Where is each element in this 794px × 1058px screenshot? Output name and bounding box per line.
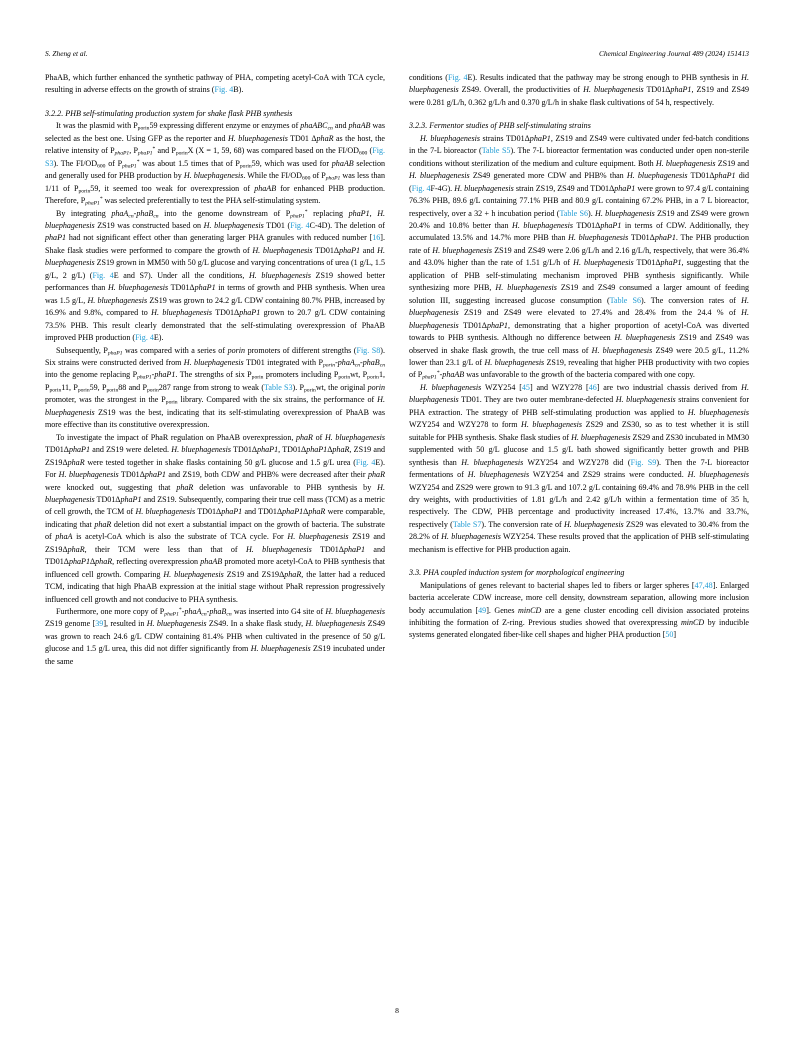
running-head-journal: Chemical Engineering Journal 489 (2024) 151413 — [598, 49, 749, 58]
right-column — [409, 72, 749, 997]
spacer — [409, 556, 749, 567]
spacer — [409, 109, 749, 120]
paragraph: H. bluephagenesis WZY254 [45] and WZY278 [46] are two industrial chassis derived from H. bluephagenesis TD01. They are two outer membrane-defected H. bluephagenesis strains convenient for PHA extraction. The strategy of PHB self-stimulating production was applied to H. bluephagenesis WZY254 and WZY278 to form H. bluephagenesis ZS29 and ZS30, so as to test whether it is still suitable for PHB synthesis. Shake flask studies of H. bluephagenesis ZS29 and ZS30 incubated in MM30 supplemented with 50 g/L glucose and 1.5 g/L bath showed significantly better growth and PHB synthesis than H. bluephagenesis WZY254 and WZY278 did (Fig. S9). Then the 7-L bioreactor fermentations of H. bluephagenesis WZY254 and ZS29 strains were conducted. H. bluephagenesis WZY254 and ZS29 were grown to 91.3 g/L and 107.2 g/L containing 69.4% and 78.9% PHB in the cell dry weights, with productivities of 1.81 g/L/h and 2.42 g/L/h within a fermentation time of 35 h, respectively. The CDW, PHB percentage and productivity increased 17.4%, 13.7% and 33.7%, respectively (Table S7). The conversion rate of H. bluephagenesis ZS29 was elevated to 30.4% from the 28.2% of H. bluephagenesis WZY254. These results proved that the application of PHB self-stimulating mechanism is effective for PHB production again. — [409, 382, 750, 554]
paragraph: Furthermore, one more copy of $P_{phaP1}^*-phaA_{cn}-phaB_{cn}$ was inserted into G4 site of H. bluephagenesis ZS19 genome [39], resulted in H. bluephagenesis ZS49. In a shake flask study, H. bluephagenesis ZS49 was grown to reach 24.6 g/L CDW containing 81.4% PHB when cultivated in the presence of 50 g/L glucose and 1.5 g/L urea, this did not differ significantly from H. bluephagenesis ZS19 incubated under the same — [45, 607, 386, 666]
left-column — [45, 72, 385, 997]
paragraph: conditions (Fig. 4E). Results indicated that the pathway may be strong enough to PHB synthesis in H. bluephagenesis ZS49. Overall, the productivities of H. bluephagenesis TD01ΔphaP1, ZS19 and ZS49 were 0.281 g/L/h, 0.362 g/L/h and 0.370 g/L/h in shake flask cultivations of 54 h, respectively. — [409, 73, 749, 107]
running-head — [45, 48, 749, 60]
running-head-authors: S. Zheng et al. — [45, 49, 88, 58]
paragraph: Subsequently, $P_{phaP1}$ was compared with a series of porin promoters of different strengths (Fig. S8). Six strains were constructed derived from H. bluephagenesis TD01 integrated with $P_{porin}-phaA_{cn}-phaB_{cn}$ into the genome replacing $P_{phaP1}-phaP1$. The strengths of six $P_{porin}$ promoters including $P_{porin}wt$, $P_{porin}1$, $P_{porin}11$, $P_{porin}59$, $P_{porin}88$ and $P_{porin}287$ range from strong to weak (Table S3). $P_{porin}wt$, the original porin promoter, was the strongest in the $P_{porin}$ library. Compared with the six strains, the performance of H. bluephagenesis ZS19 was the best, indicating that its self-stimulating overexpression of PhaAB was more effective than its constitutive overexpression. — [45, 345, 386, 430]
paragraph: To investigate the impact of PhaR regulation on PhaAB overexpression, phaR of H. bluephagenesis TD01ΔphaP1 and ZS19 were deleted. H. bluephagenesis TD01ΔphaP1, TD01ΔphaP1ΔphaR, ZS19 and ZS19ΔphaR were tested together in shake flasks containing 50 g/L glucose and 1.5 g/L urea (Fig. 4E). For H. bluephagenesis TD01ΔphaP1 and ZS19, both CDW and PHB% were decreased after their phaR were knocked out, suggesting that phaR deletion was unfavorable to PHB synthesis by H. bluephagenesis TD01ΔphaP1 and ZS19. Subsequently, comparing their true cell mass (TCM) as a metric of cell growth, the TCM of H. bluephagenesis TD01ΔphaP1 and TD01ΔphaP1ΔphaR were comparable, indicating that phaR deletion did not exert a substantial impact on the growth of bacteria. The substrate of phaA is acetyl-CoA which is also the substrate of TCA cycle. For H. bluephagenesis ZS19 and ZS19ΔphaR, their TCM were less than that of H. bluephagenesis TD01ΔphaP1 and TD01ΔphaP1ΔphaR, reflecting overexpression phaAB promoted more acetyl-CoA to PHB synthesis that influenced cell growth. Comparing H. bluephagenesis ZS19 and ZS19ΔphaR, the latter had a reduced TCM, indicating that high PhaAB expression at the initial stage without PhaR repression progressively influenced cell growth and not conducive to PHA synthesis. — [45, 432, 386, 604]
section-heading-3-2-2: 3.2.2. PHB self-stimulating production system for shake flask PHB synthesis — [45, 108, 293, 118]
paragraph: Manipulations of genes relevant to bacterial shapes led to fibers or larger spheres [47,48]. Enlarged bacteria accelerate CDW increase, more cell density, downstream separation, allowing more inclusion body accumulation [49]. Genes minCD are a gene cluster encoding cell division associated proteins inhibiting the formation of Z-ring. Previous studies showed that overexpressing minCD by inducible systems generated elongated fiber-like cell shapes and higher PHA production [50] — [409, 580, 749, 640]
section-heading-3-3: 3.3. PHA coupled induction system for morphological engineering — [409, 568, 625, 578]
body-columns — [45, 72, 749, 997]
page-number: 8 — [395, 1006, 399, 1015]
paragraph: It was the plasmid with $P_{porin}59$ expressing different enzyme or enzymes of phaABC$_{cn}$ and phaAB was selected as the best one. Using GFP as the reporter and H. bluephagenesis TD01 ΔphaR as the host, the relative intensity of $P_{phaP1}$, $P_{phaP1}^*$ and $P_{porin}X$ (X = 1, 59, 68) was compared based on the $FI/OD_{600}$ (Fig. S3). The $FI/OD_{600}$ of $P_{phaP1}^*$ was about 1.5 times that of $P_{porin}59$, which was used for phaAB selection and generally used for PHB production by H. bluephagenesis. While the $FI/OD_{600}$ of $P_{phaP1}$ was less than 1/11 of $P_{porin}59$, it seemed too weak for overexpression of phaAB for enhanced PHB production. Therefore, $P_{phaP1}^*$ was selected preferentially to test the PHA self-stimulating system. — [45, 121, 386, 207]
paragraph: PhaAB, which further enhanced the synthetic pathway of PHA, competing acetyl-CoA with TCA cycle, resulting in adverse effects on the growth of strains (Fig. 4B). — [45, 73, 385, 95]
paragraph: H. bluephagenesis strains TD01ΔphaP1, ZS19 and ZS49 were cultivated under fed-batch conditions in the 7-L bioreactor (Table S5). The 7-L bioreactor fermentation was conducted under open non-sterile conditions without sterilization of the medium and culture equipment. Both H. bluephagenesis ZS19 and H. bluephagenesis ZS49 generated more CDW and PHB% than H. bluephagenesis TD01ΔphaP1 did (Fig. 4F-4G). H. bluephagenesis strain ZS19, ZS49 and TD01ΔphaP1 were grown to 97.4 g/L containing 76.3% PHB, 89.6 g/L containing 77.1% PHB and 80.9 g/L containing 67.2% PHB, in a 7 L bioreactor, respectively, over a 32 + h incubation period (Table S6). H. bluephagenesis ZS19 and ZS49 were grown 20.4% and 10.8% better than H. bluephagenesis TD01ΔphaP1 in terms of CDW. Additionally, they accumulated 13.5% and 14.7% more PHB than H. bluephagenesis TD01ΔphaP1. The PHB production rate of H. bluephagenesis ZS19 and ZS49 were 2.06 g/L/h and 2.16 g/L/h, respectively, that were 36.4% and 43.0% higher than the rate of 1.51 g/L/h of H. bluephagenesis TD01ΔphaP1, suggesting that the application of PHB self-stimulating mechanism improved PHB synthesis significantly. While synthesizing more PHB, H. bluephagenesis ZS19 and ZS49 consumed a larger amount of feeding solution III, suggesting increased glucose consumption (Table S6). The conversion rates of H. bluephagenesis ZS19 and ZS49 were elevated to 27.4% and 28.4% from the 24.4 % of H. bluephagenesis TD01ΔphaP1, demonstrating that a higher proportion of acetyl-CoA was diverted towards to PHB synthesis. Although no difference between H. bluephagenesis ZS19 and ZS49 was observed in shake flask growth, the true cell mass of H. bluephagenesis ZS49 were 20.5 g/L, 11.2% lower than 23.1 g/L of H. bluephagenesis ZS19, revealing that higher PHB productivity with two copies of $P_{phaP1}^*$-phaAB was unfavorable to the growth of the bacteria compared with one copy. — [409, 133, 750, 382]
section-heading-3-2-3: 3.2.3. Fermentor studies of PHB self-stimulating strains — [409, 121, 591, 131]
spacer — [45, 97, 385, 108]
paragraph: By integrating phaA$_{cn}$-phaB$_{cn}$ into the genome downstream of $P_{phaP1}^*$ replacing phaP1, H. bluephagenesis ZS19 was constructed based on H. bluephagenesis TD01 (Fig. 4C-4D). The deletion of phaP1 had not significant effect other than generating larger PHA granules with reduced number [16]. Shake flask studies were performed to compare the growth of H. bluephagenesis TD01ΔphaP1 and H. bluephagenesis ZS19 grown in MM50 with 50 g/L glucose and varying concentrations of urea (1 g/L, 1.5 g/L, 2 g/L) (Fig. 4E and S7). Under all the conditions, H. bluephagenesis ZS19 showed better performances than H. bluephagenesis TD01ΔphaP1 in terms of growth and PHB synthesis. When urea was 1.5 g/L, H. bluephagenesis ZS19 was grown to 24.2 g/L CDW containing 80.7% PHB, increased by 16.9% and 9.8%, compared to H. bluephagenesis TD01ΔphaP1 grown to 20.7 g/L CDW containing 73.5% PHB. This result clearly demonstrated that the self-stimulating overexpression of PhaAB improved PHB production (Fig. 4E). — [45, 208, 386, 343]
